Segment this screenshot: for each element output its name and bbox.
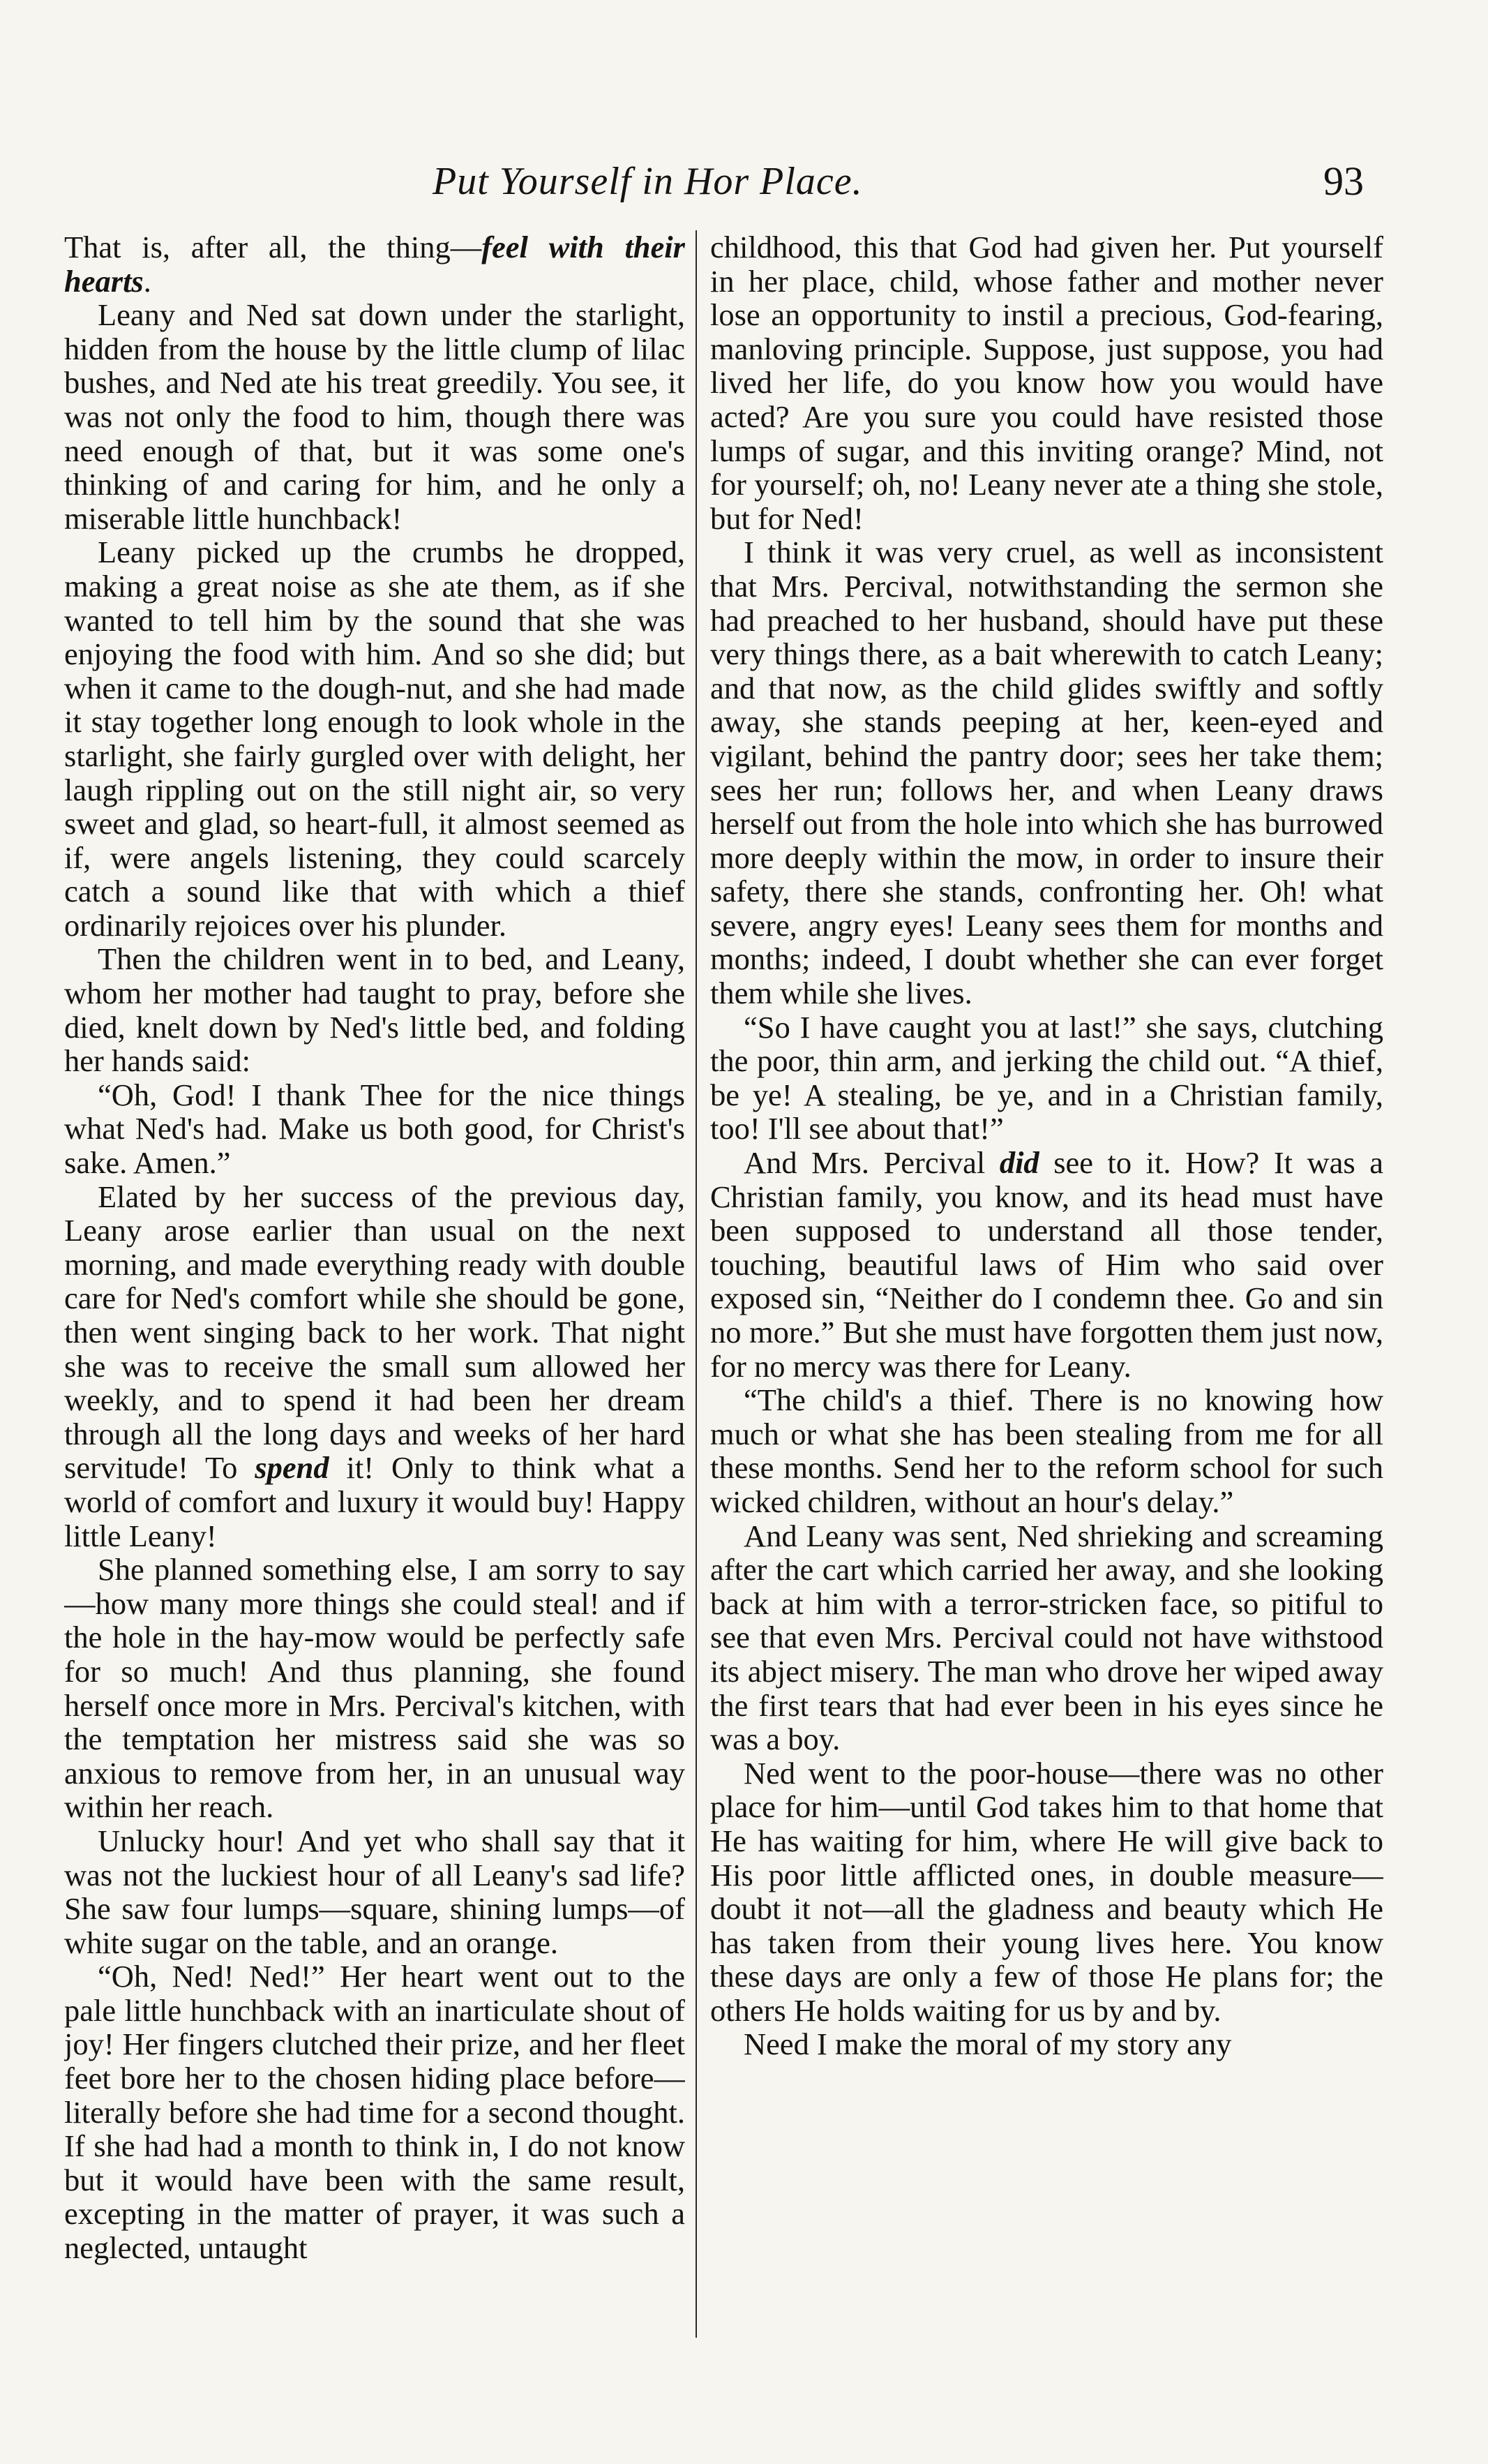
page-number: 93: [1323, 158, 1364, 204]
paragraph: “Oh, God! I thank Thee for the nice things what Ned's had. Make us both good, for Christ's sake. Amen.”: [64, 1077, 685, 1181]
paragraph: Leany and Ned sat down under the starlight, hidden from the house by the little clump of lilac bushes, and Ned ate his treat greedily. You see, it was not only the food to him, though there was need enough of that, but it was some one's thinking of and caring for him, and he only a miserable little hunchback!: [64, 297, 685, 536]
paragraph: Elated by her success of the previous day, Leany arose earlier than usual on the next morning, and made everything ready with double care for Ned's comfort while she should be gone, then went singing back to her work. That night she was to receive the small sum allowed her weekly, and to spend it had been her dream through all the long days and weeks of her hard servitude! To spend it! Only to think what a world of comfort and luxury it would buy! Happy little Leany!: [64, 1179, 685, 1553]
paragraph: “Oh, Ned! Ned!” Her heart went out to the pale little hunchback with an inarticulate shout of joy! Her fingers clutched their prize, and her fleet feet bore her to the chosen hiding place before—literally before she had time for a second thought. If she had had a month to think in, I do not know but it would have been with the same result, excepting in the matter of prayer, it was such a neglected, untaught: [64, 1959, 685, 2266]
page-header: [63, 152, 1388, 208]
right-column: [710, 230, 1383, 2352]
paragraph: Ned went to the poor-house—there was no other place for him—until God takes him to that home that He has waiting for him, where He will give back to His poor little afflicted ones, in double measure—doubt it not—all the gladness and beauty which He has taken from their young lives here. You know these days are only a few of those He plans for; the others He holds waiting for us by and by.: [710, 1755, 1383, 2028]
paragraph: Leany picked up the crumbs he dropped, making a great noise as she ate them, as if she wanted to tell him by the sound that she was enjoying the food with him. And so she did; but when it came to the dough-nut, and she had made it stay together long enough to look whole in the starlight, she fairly gurgled over with delight, her laugh rippling out on the still night air, so very sweet and glad, so heart-full, it almost seemed as if, were angels listening, they could scarcely catch a sound like that with which a thief ordinarily rejoices over his plunder.: [64, 535, 685, 943]
paragraph: And Leany was sent, Ned shrieking and screaming after the cart which carried her away, and she looking back at him with a terror-stricken face, so pitiful to see that even Mrs. Percival could not have withstood its abject misery. The man who drove her wiped away the first tears that had ever been in his eyes since he was a boy.: [710, 1518, 1383, 1757]
paragraph: “So I have caught you at last!” she says, clutching the poor, thin arm, and jerking the child out. “A thief, be ye! A stealing, be ye, and in a Christian family, too! I'll see about that!”: [710, 1009, 1383, 1147]
column-divider: [696, 230, 697, 2338]
running-title: Put Yourself in Hor Place.: [433, 160, 863, 203]
paragraph: childhood, this that God had given her. Put yourself in her place, child, whose father and mother never lose an opportunity to instil a precious, God-fearing, manloving principle. Suppose, just suppose, you had lived her life, do you know how you would have acted? Are you sure you could have resisted those lumps of sugar, and this inviting orange? Mind, not for yourself; oh, no! Leany never ate a thing she stole, but for Ned!: [710, 230, 1383, 536]
paragraph: Then the children went in to bed, and Leany, whom her mother had taught to pray, before she died, knelt down by Ned's little bed, and folding her hands said:: [64, 941, 685, 1079]
paragraph: Need I make the moral of my story any: [744, 2026, 1232, 2062]
paragraph: “The child's a thief. There is no knowing how much or what she has been stealing from me for all these months. Send her to the reform school for such wicked children, without an hour's delay.”: [710, 1382, 1383, 1519]
paragraph: I think it was very cruel, as well as inconsistent that Mrs. Percival, notwithstanding the sermon she had preached to her husband, should have put these very things there, as a bait wherewith to catch Leany; and that now, as the child glides swiftly and softly away, she stands peeping at her, keen-eyed and vigilant, behind the pantry door; sees her take them; sees her run; follows her, and when Leany draws herself out from the hole into which she has burrowed more deeply within the mow, in order to insure their safety, there she stands, confronting her. Oh! what severe, angry eyes! Leany sees them for months and months; indeed, I doubt whether she can ever forget them while she lives.: [710, 535, 1383, 1011]
paragraph: And Mrs. Percival did see to it. How? It was a Christian family, you know, and its head must have been supposed to understand all those tender, touching, beautiful laws of Him who said over exposed sin, “Neither do I condemn thee. Go and sin no more.” But she must have forgotten them just now, for no mercy was there for Leany.: [710, 1145, 1383, 1384]
paragraph: She planned something else, I am sorry to say—how many more things she could steal! and if the hole in the hay-mow would be perfectly safe for so much! And thus planning, she found herself once more in Mrs. Percival's kitchen, with the temptation her mistress said she was so anxious to remove from her, in an unusual way within her reach.: [64, 1552, 685, 1825]
left-column: [64, 230, 685, 2352]
paragraph: That is, after all, the thing—feel with their hearts.: [64, 230, 685, 299]
paragraph: Unlucky hour! And yet who shall say that it was not the luckiest hour of all Leany's sad life? She saw four lumps—square, shining lumps—of white sugar on the table, and an orange.: [64, 1823, 685, 1960]
